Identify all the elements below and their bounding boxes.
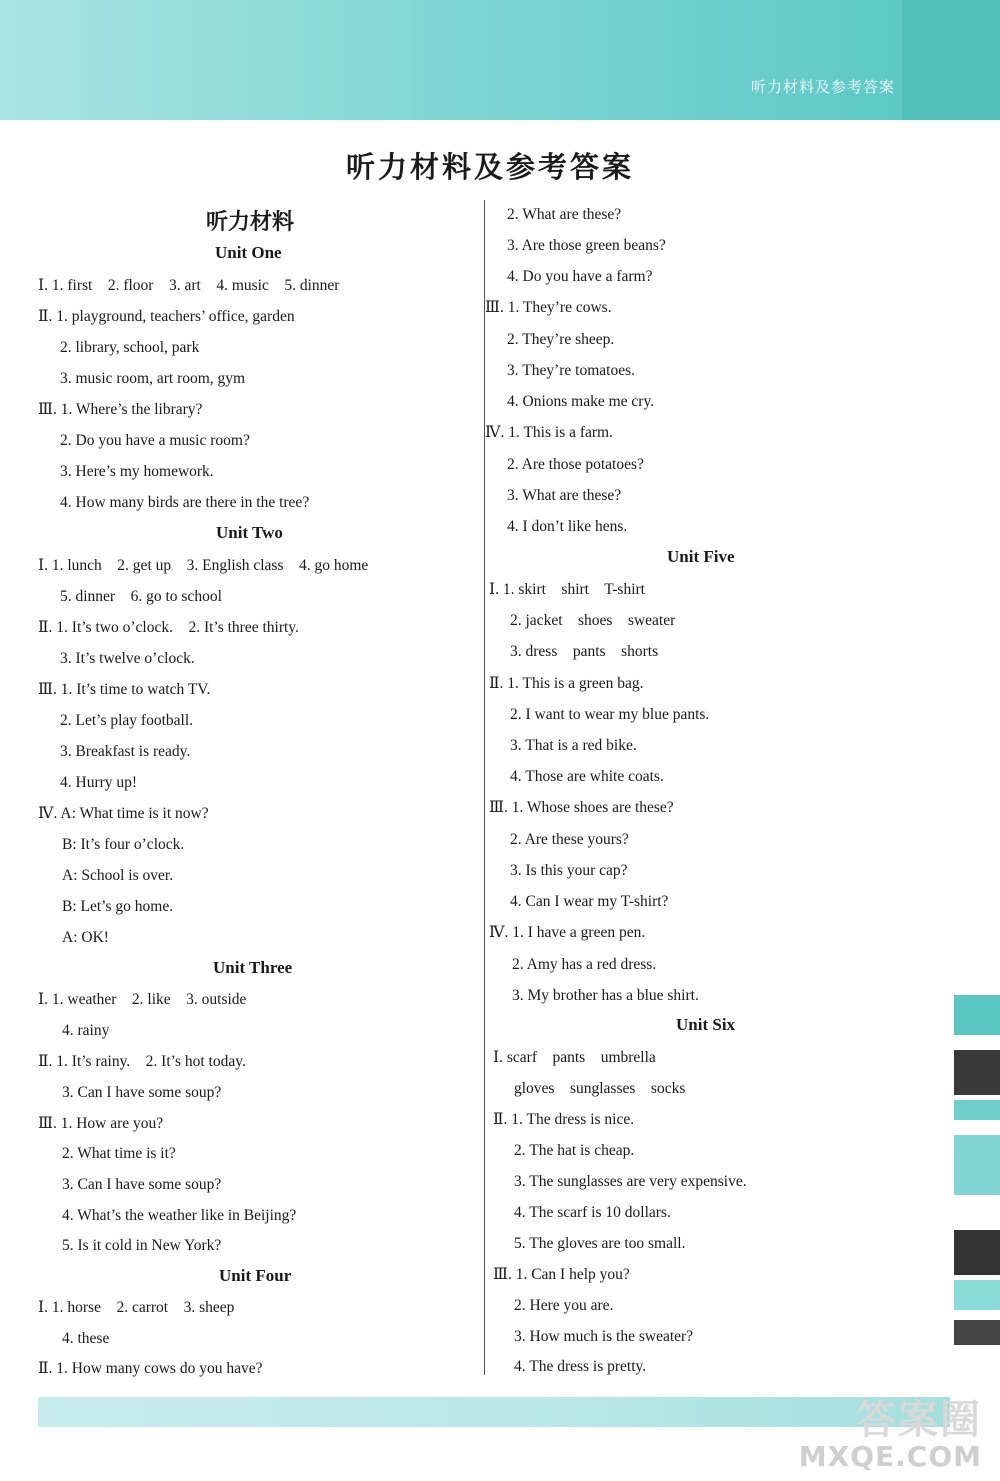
answer-line: gloves sunglasses socks [514, 1080, 686, 1097]
answer-line: Ⅰ. 1. skirt shirt T-shirt [489, 581, 645, 598]
unit-five-heading: Unit Five [667, 547, 735, 566]
answer-line: 5. dinner 6. go to school [60, 588, 222, 605]
answer-line: Ⅲ. 1. It’s time to watch TV. [38, 681, 211, 698]
edge-strip [954, 1230, 1000, 1275]
answer-line: 3. How much is the sweater? [514, 1328, 694, 1345]
answer-line: Ⅰ. 1. horse 2. carrot 3. sheep [38, 1299, 235, 1316]
answer-line: 2. Do you have a music room? [60, 432, 250, 449]
unit-three-heading: Unit Three [213, 958, 293, 977]
answer-line: Ⅰ. 1. lunch 2. get up 3. English class 4. go home [38, 557, 369, 574]
answer-line: Ⅱ. 1. It’s rainy. 2. It’s hot today. [38, 1053, 246, 1070]
watermark-logo: 答案圈 [856, 1397, 982, 1443]
answer-line: 2. Here you are. [514, 1297, 614, 1314]
header-tab [902, 0, 1000, 120]
edge-strip [954, 1135, 1000, 1195]
answer-line: 3. What are these? [507, 487, 622, 504]
answer-line: Ⅳ. A: What time is it now? [38, 805, 209, 822]
answer-line: 3. Can I have some soup? [62, 1084, 222, 1101]
answer-line: 2. library, school, park [60, 339, 200, 356]
answer-line: 2. Are those potatoes? [507, 456, 644, 473]
edge-strip [954, 1280, 1000, 1310]
answer-line: 4. Hurry up! [60, 774, 138, 791]
answer-line: 5. The gloves are too small. [514, 1235, 686, 1252]
answer-line: 4. Onions make me cry. [507, 393, 655, 410]
answer-line: Ⅰ. 1. weather 2. like 3. outside [38, 991, 247, 1008]
answer-line: A: OK! [62, 929, 109, 946]
answer-line: 3. Here’s my homework. [60, 463, 214, 480]
answer-line: 4. The dress is pretty. [514, 1358, 647, 1375]
answer-line: 2. Let’s play football. [60, 712, 194, 729]
answer-line: 2. What are these? [507, 206, 622, 223]
section-title: 听力材料 [205, 210, 294, 235]
answer-line: 2. jacket shoes sweater [510, 612, 676, 629]
edge-strip [954, 995, 1000, 1035]
answer-line: 3. That is a red bike. [510, 737, 637, 754]
answer-line: 3. They’re tomatoes. [507, 362, 635, 379]
answer-line: Ⅳ. 1. I have a green pen. [489, 924, 646, 941]
answer-line: Ⅱ. 1. This is a green bag. [489, 675, 644, 692]
answer-line: Ⅲ. 1. How are you? [38, 1115, 164, 1132]
answer-line: 3. Breakfast is ready. [60, 743, 191, 760]
unit-four-heading: Unit Four [219, 1266, 292, 1285]
unit-one-heading: Unit One [215, 243, 282, 262]
answer-line: 2. Amy has a red dress. [512, 956, 657, 973]
answer-line: A: School is over. [62, 867, 174, 884]
answer-line: Ⅱ. 1. The dress is nice. [493, 1111, 635, 1128]
answer-line: B: Let’s go home. [62, 898, 174, 915]
answer-line: 5. Is it cold in New York? [62, 1237, 222, 1254]
edge-strip [954, 1050, 1000, 1095]
answer-line: 3. It’s twelve o’clock. [60, 650, 195, 667]
footer-band [38, 1397, 950, 1427]
answer-line: B: It’s four o’clock. [62, 836, 185, 853]
answer-line: 3. music room, art room, gym [60, 370, 246, 387]
answer-line: Ⅲ. 1. Whose shoes are these? [489, 799, 674, 816]
answer-line: 2. The hat is cheap. [514, 1142, 635, 1159]
answer-line: 2. Are these yours? [510, 831, 629, 848]
answer-line: Ⅰ. 1. first 2. floor 3. art 4. music 5. dinner [38, 277, 340, 294]
answer-line: 3. My brother has a blue shirt. [512, 987, 699, 1004]
header-band [0, 0, 1000, 120]
page-title: 听力材料及参考答案 [345, 150, 634, 184]
edge-strip [954, 1100, 1000, 1120]
header-label: 听力材料及参考答案 [750, 78, 895, 96]
edge-strip [954, 1320, 1000, 1345]
answer-line: 4. Those are white coats. [510, 768, 664, 785]
answer-line: 3. Can I have some soup? [62, 1176, 222, 1193]
watermark-url: MXQE.COM [798, 1440, 982, 1473]
unit-two-heading: Unit Two [216, 523, 283, 542]
answer-line: 4. Can I wear my T-shirt? [510, 893, 669, 910]
answer-line: Ⅱ. 1. playground, teachers’ office, garden [38, 308, 295, 325]
answer-line: Ⅲ. 1. Can I help you? [493, 1266, 630, 1283]
answer-line: 3. Are those green beans? [507, 237, 666, 254]
answer-line: 3. dress pants shorts [510, 643, 659, 660]
answer-line: 3. Is this your cap? [510, 862, 628, 879]
answer-line: 3. The sunglasses are very expensive. [514, 1173, 747, 1190]
answer-line: 4. What’s the weather like in Beijing? [62, 1207, 297, 1224]
answer-line: Ⅳ. 1. This is a farm. [485, 424, 613, 441]
answer-line: Ⅲ. 1. They’re cows. [485, 299, 612, 316]
answer-line: 4. rainy [62, 1022, 110, 1039]
answer-line: Ⅲ. 1. Where’s the library? [38, 401, 203, 418]
column-divider [484, 200, 485, 1375]
answer-line: Ⅱ. 1. It’s two o’clock. 2. It’s three thirty. [38, 619, 299, 636]
answer-line: Ⅰ. scarf pants umbrella [493, 1049, 656, 1066]
answer-line: 4. The scarf is 10 dollars. [514, 1204, 671, 1221]
answer-line: 2. I want to wear my blue pants. [510, 706, 710, 723]
answer-line: 4. How many birds are there in the tree? [60, 494, 310, 511]
answer-line: 4. these [62, 1330, 110, 1347]
unit-six-heading: Unit Six [676, 1015, 736, 1034]
answer-line: 2. They’re sheep. [507, 331, 615, 348]
answer-line: 4. Do you have a farm? [507, 268, 653, 285]
answer-line: 4. I don’t like hens. [507, 518, 628, 535]
answer-line: Ⅱ. 1. How many cows do you have? [38, 1360, 263, 1377]
answer-line: 2. What time is it? [62, 1145, 176, 1162]
